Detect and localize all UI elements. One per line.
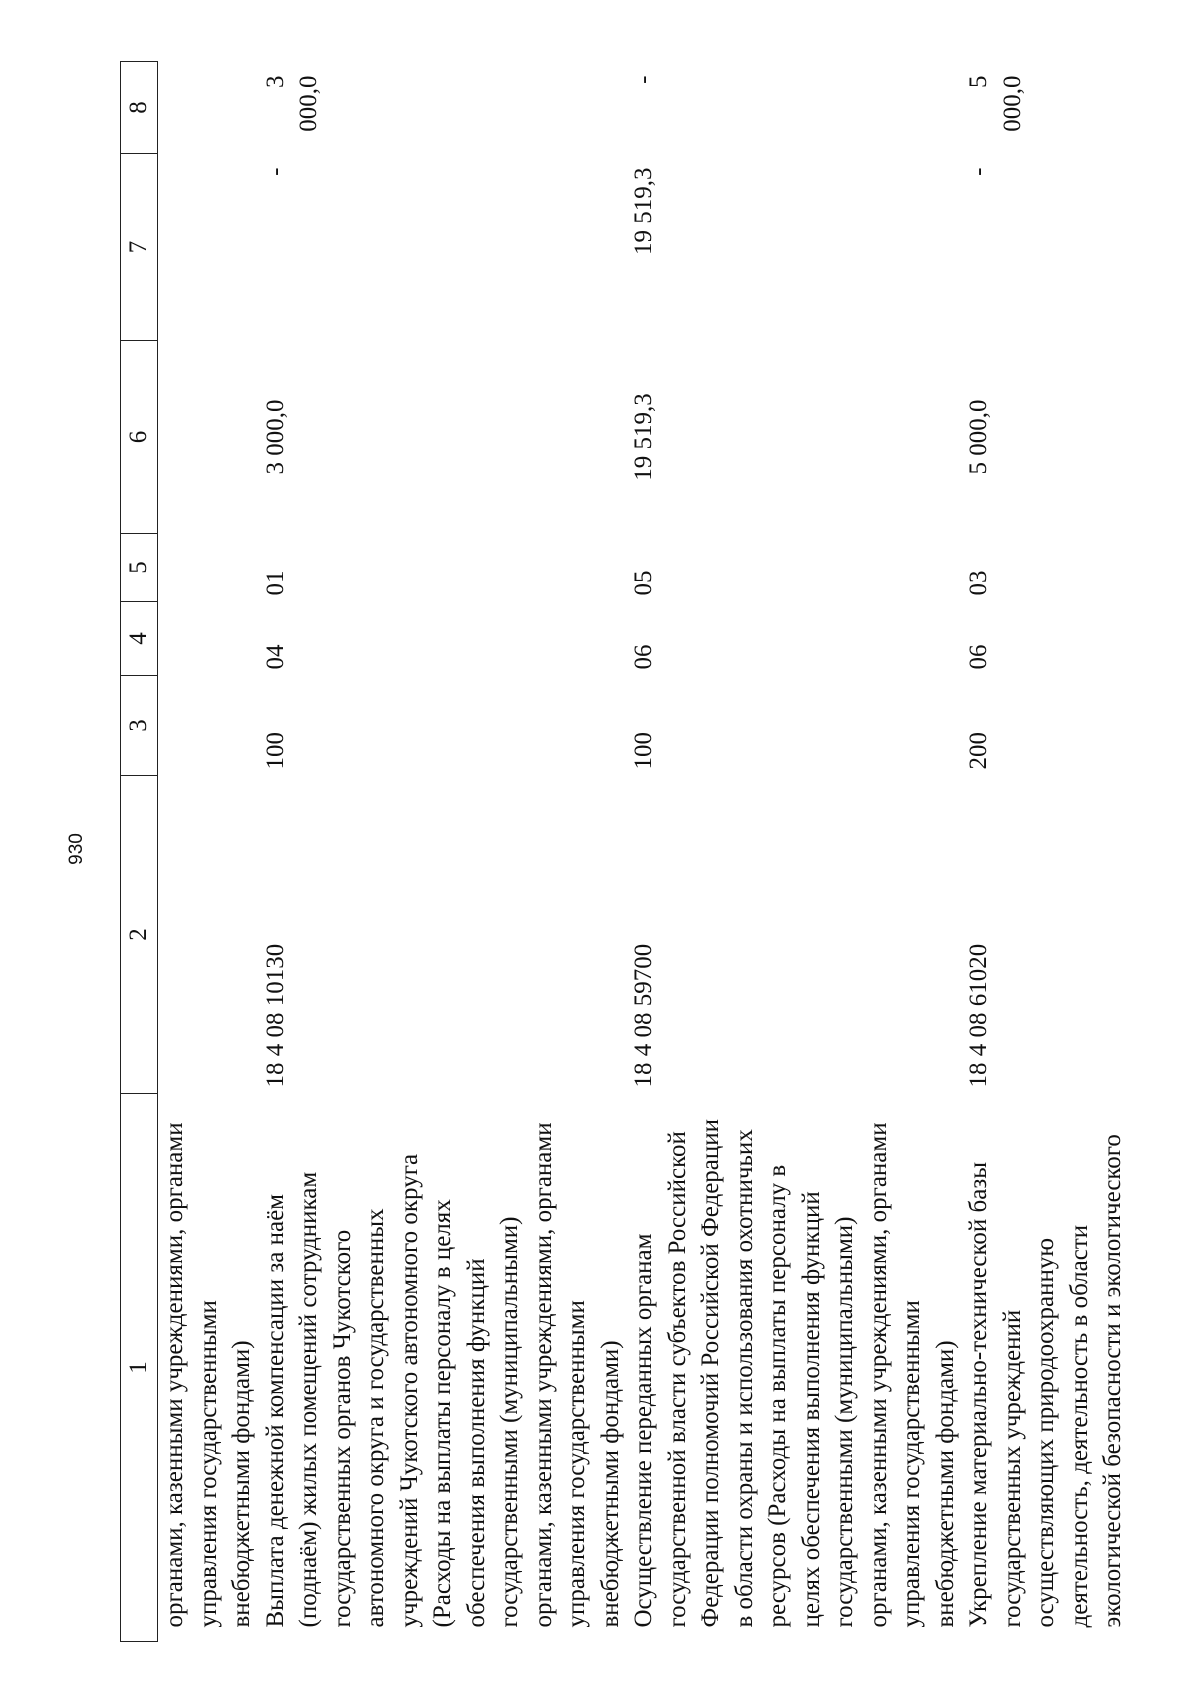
- description-line: осуществляющих природоохранную: [1032, 1237, 1059, 1628]
- amount-col8-cell: -: [630, 75, 657, 84]
- subsection-cell: 05: [630, 570, 657, 596]
- description-line: государственными (муниципальными): [496, 1216, 523, 1628]
- description-line: государственными (муниципальными): [831, 1216, 858, 1628]
- page-number: 930: [66, 833, 87, 865]
- amount-col7-cell: 19 519,3: [630, 167, 657, 255]
- amount-col7-cell: [158, 154, 259, 341]
- budget-table: [120, 61, 1130, 1642]
- target-code-cell: 18 4 08 59700: [630, 943, 657, 1088]
- description-line: внебюджетными фондами): [228, 1340, 255, 1628]
- amount-col6-cell: 5 000,0: [965, 399, 992, 475]
- amount-col8-cell: [158, 62, 259, 154]
- description-line: управления государственными: [898, 1300, 925, 1628]
- section-cell: [158, 602, 259, 676]
- column-header: 4: [121, 602, 158, 676]
- description-line: органами, казенными учреждениями, органами: [864, 1122, 892, 1628]
- subsection-cell: 03: [965, 570, 992, 596]
- description-line: Укрепление материально-технической базы: [965, 1161, 992, 1628]
- section-cell: 06: [630, 644, 657, 670]
- subsection-cell: 01: [261, 570, 289, 596]
- amount-col6-cell: 19 519,3: [630, 393, 657, 481]
- description-cell: [962, 1094, 1130, 1642]
- table-row: [259, 62, 628, 1642]
- target-code-cell: [158, 776, 259, 1094]
- column-header: 1: [121, 1094, 158, 1642]
- table-row: [158, 62, 259, 1642]
- amount-col6-cell: 3 000,0: [261, 399, 289, 475]
- description-line: управления государственными: [194, 1300, 222, 1628]
- expense-type-cell: [158, 676, 259, 776]
- subsection-cell: [158, 534, 259, 602]
- description-line: государственной власти субъектов Российской: [663, 1131, 691, 1628]
- column-header: 6: [121, 341, 158, 534]
- column-header: 3: [121, 676, 158, 776]
- expense-type-cell: 100: [261, 732, 289, 770]
- description-line: внебюджетными фондами): [931, 1340, 959, 1628]
- amount-col7-cell: -: [261, 167, 289, 176]
- section-cell: 06: [965, 644, 992, 670]
- description-line: учреждений Чукотского автономного округа: [395, 1153, 423, 1628]
- target-code-cell: 18 4 08 61020: [965, 943, 992, 1088]
- description-line: Федерации полномочий Российской Федерации: [697, 1118, 724, 1628]
- table-row: [962, 62, 1130, 1642]
- description-line: деятельность, деятельность в области: [1065, 1224, 1093, 1628]
- amount-col6-cell: [158, 341, 259, 534]
- amount-col8-cell: 5 000,0: [965, 75, 1026, 132]
- column-header: 2: [121, 776, 158, 1094]
- description-line: государственных органов Чукотского: [328, 1229, 356, 1628]
- description-cell: [158, 1094, 259, 1642]
- expense-type-cell: 200: [965, 732, 992, 770]
- description-line: Выплата денежной компенсации за наём: [261, 1194, 289, 1628]
- description-line: экологической безопасности и экологического: [1099, 1134, 1126, 1628]
- table-row: [627, 62, 962, 1642]
- description-line: органами, казенными учреждениями, органами: [161, 1122, 188, 1628]
- description-line: автономного округа и государственных: [362, 1208, 389, 1628]
- section-cell: 04: [261, 644, 289, 670]
- description-line: (поднаём) жилых помещений сотрудникам: [295, 1171, 322, 1628]
- description-line: (Расходы на выплаты персоналу в целях: [429, 1199, 456, 1628]
- column-header: 7: [121, 154, 158, 341]
- description-line: целях обеспечения выполнения функций: [797, 1191, 825, 1628]
- amount-col8-cell: 3 000,0: [261, 75, 322, 132]
- amount-col7-cell: -: [965, 167, 992, 176]
- column-header: 8: [121, 62, 158, 154]
- description-line: в области охраны и использования охотничьих: [730, 1129, 758, 1628]
- description-line: государственных учреждений: [998, 1309, 1026, 1628]
- header-row: [121, 62, 158, 1642]
- description-cell: [627, 1094, 962, 1642]
- description-line: внебюджетными фондами): [596, 1340, 624, 1628]
- description-line: обеспечения выполнения функций: [462, 1258, 490, 1628]
- expense-type-cell: 100: [630, 732, 657, 770]
- description-cell: [259, 1094, 628, 1642]
- target-code-cell: 18 4 08 10130: [261, 943, 289, 1088]
- description-line: органами, казенными учреждениями, органами: [529, 1122, 557, 1628]
- description-line: управления государственными: [563, 1300, 590, 1628]
- column-header: 5: [121, 534, 158, 602]
- description-line: ресурсов (Расходы на выплаты персоналу в: [764, 1164, 791, 1628]
- description-line: Осуществление переданных органам: [630, 1233, 657, 1628]
